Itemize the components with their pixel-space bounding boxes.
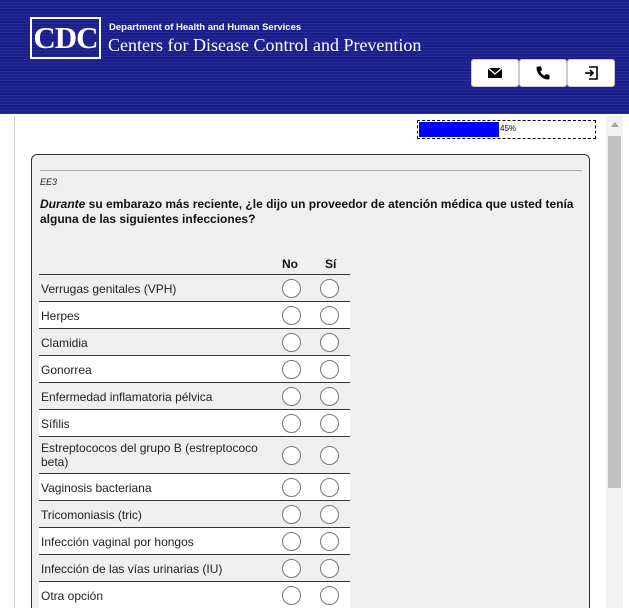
question-id: EE3 — [40, 177, 58, 187]
grid-header — [39, 251, 350, 275]
exit-button[interactable] — [567, 59, 615, 87]
radio-si[interactable] — [320, 360, 339, 379]
column-header-si: Sí — [325, 257, 337, 271]
question-row — [39, 501, 350, 528]
cdc-logo[interactable] — [30, 17, 101, 59]
question-card — [31, 154, 590, 608]
exit-icon — [583, 65, 599, 81]
radio-no[interactable] — [282, 478, 301, 497]
row-label: Tricomoniasis (tric) — [41, 508, 142, 522]
radio-no[interactable] — [282, 279, 301, 298]
question-text-body: su embarazo más reciente, ¿le dijo un proveedor de atención médica que usted tenía alguna de las siguientes infecciones? — [40, 197, 574, 226]
progress-fill — [419, 122, 499, 137]
radio-no[interactable] — [282, 387, 301, 406]
radio-si[interactable] — [320, 559, 339, 578]
department-name: Department of Health and Human Services — [109, 22, 302, 33]
content-left-border — [14, 116, 15, 608]
row-label: Enfermedad inflamatoria pélvica — [41, 390, 213, 404]
question-row — [39, 302, 350, 329]
row-label: Herpes — [41, 309, 80, 323]
radio-si[interactable] — [320, 478, 339, 497]
row-label: Infección de las vías urinarias (IU) — [41, 562, 223, 576]
row-label: Estreptococos del grupo B (estreptococo beta) — [41, 441, 258, 469]
radio-no[interactable] — [282, 333, 301, 352]
email-button[interactable] — [471, 59, 519, 87]
radio-no[interactable] — [282, 586, 301, 605]
radio-no[interactable] — [282, 414, 301, 433]
row-label: Otra opción — [41, 589, 104, 603]
radio-si[interactable] — [320, 279, 339, 298]
radio-no[interactable] — [282, 306, 301, 325]
question-row — [39, 410, 350, 437]
radio-no[interactable] — [282, 360, 301, 379]
scroll-up-arrow-icon[interactable] — [611, 122, 619, 127]
question-row — [39, 555, 350, 582]
row-label: Clamidia — [41, 336, 88, 350]
phone-button[interactable] — [519, 59, 567, 87]
radio-si[interactable] — [320, 505, 339, 524]
radio-no[interactable] — [282, 559, 301, 578]
progress-bar — [417, 120, 596, 139]
question-row — [39, 356, 350, 383]
radio-si[interactable] — [320, 532, 339, 551]
question-row — [39, 275, 350, 302]
row-label: Vaginosis bacteriana — [41, 481, 152, 495]
row-label: Gonorrea — [41, 363, 92, 377]
question-row — [39, 329, 350, 356]
mail-icon — [487, 65, 503, 81]
radio-no[interactable] — [282, 446, 301, 465]
site-header — [0, 0, 629, 114]
progress-label: 45% — [500, 124, 517, 133]
radio-si[interactable] — [320, 387, 339, 406]
radio-si[interactable] — [320, 414, 339, 433]
radio-si[interactable] — [320, 306, 339, 325]
question-row — [39, 582, 350, 608]
row-label: Verrugas genitales (VPH) — [41, 282, 177, 296]
agency-name: Centers for Disease Control and Prevention — [108, 35, 422, 55]
question-divider — [40, 170, 582, 171]
question-text — [40, 197, 580, 227]
radio-no[interactable] — [282, 532, 301, 551]
question-row — [39, 383, 350, 410]
phone-icon — [535, 65, 551, 81]
row-label: Infección vaginal por hongos — [41, 535, 194, 549]
question-row — [39, 528, 350, 555]
answer-grid — [39, 251, 350, 608]
radio-si[interactable] — [320, 446, 339, 465]
row-label: Sífilis — [41, 417, 70, 431]
radio-si[interactable] — [320, 586, 339, 605]
radio-si[interactable] — [320, 333, 339, 352]
question-text-emphasis: Durante — [40, 197, 86, 211]
scrollbar-thumb[interactable] — [608, 136, 621, 488]
logo-text: CDC — [33, 20, 98, 55]
question-row — [39, 437, 350, 474]
question-row — [39, 474, 350, 501]
column-header-no: No — [282, 257, 298, 271]
radio-no[interactable] — [282, 505, 301, 524]
